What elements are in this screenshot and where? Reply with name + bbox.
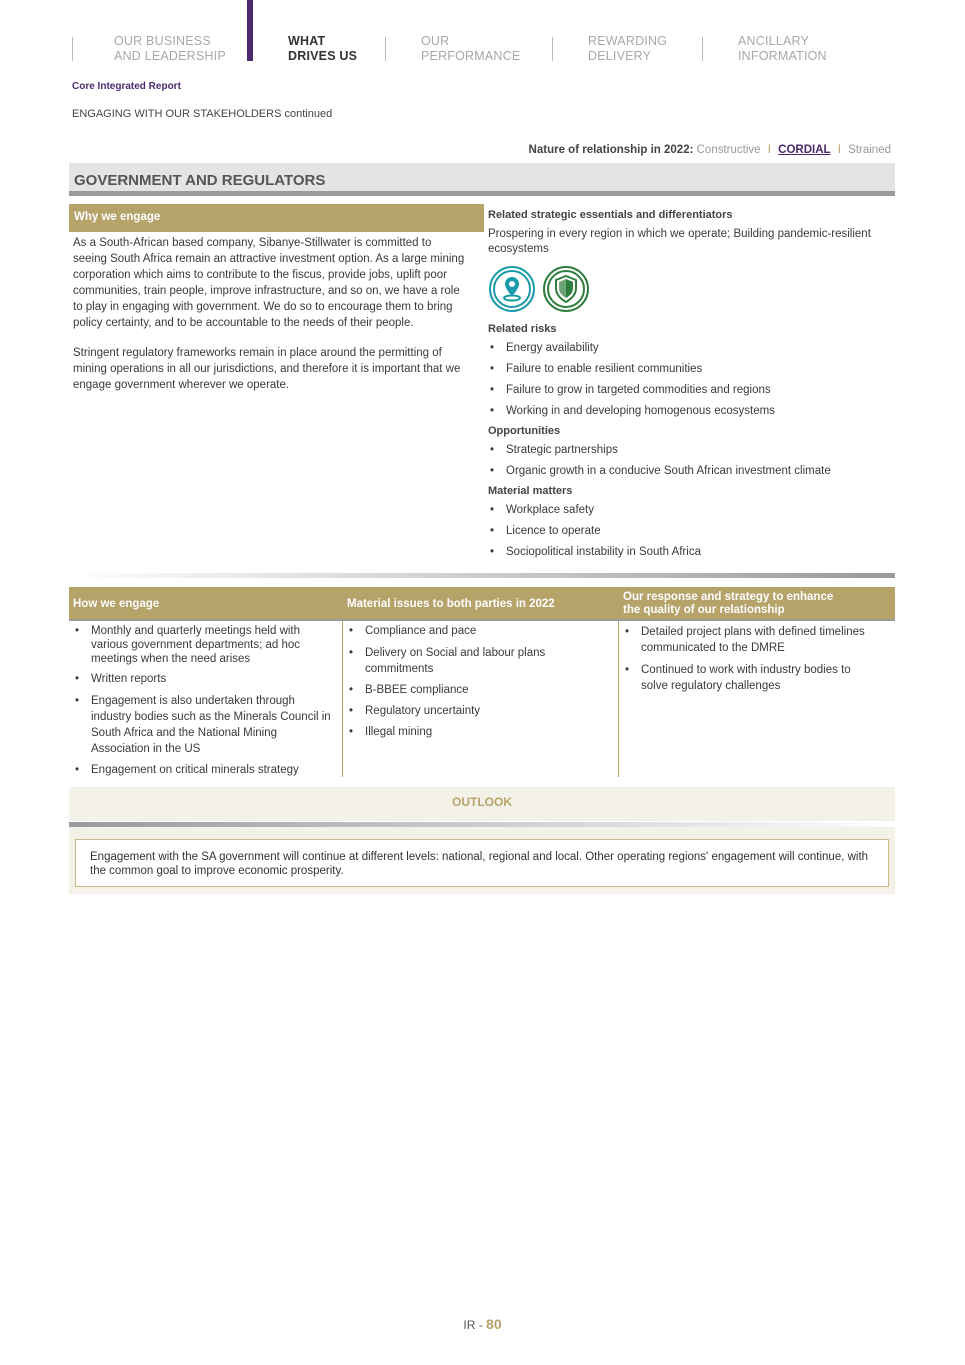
list-item: • Failure to grow in targeted commodities and regions bbox=[488, 383, 888, 398]
why-engage-text bbox=[73, 235, 468, 393]
relationship-strained: Strained bbox=[848, 144, 891, 156]
list-item: • Workplace safety bbox=[488, 503, 888, 518]
nav-divider bbox=[385, 37, 386, 61]
nav-divider bbox=[702, 37, 703, 61]
list-item: • Engagement on critical minerals strategy bbox=[73, 763, 338, 778]
nav-label: DELIVERY bbox=[588, 49, 652, 63]
column-header: How we engage bbox=[73, 598, 160, 610]
separator: I bbox=[767, 144, 771, 156]
nav-label: OUR bbox=[421, 34, 450, 48]
paragraph: Stringent regulatory frameworks remain in place around the permitting of mining operations in all our jurisdictions, and therefore it is important that we engage government wherever we operate. bbox=[73, 347, 461, 391]
list-item: • Detailed project plans with defined timelines communicated to the DMRE bbox=[623, 624, 891, 656]
list-item: • Illegal mining bbox=[347, 725, 612, 740]
material-issues-list bbox=[347, 624, 612, 746]
outlook-heading: OUTLOOK bbox=[69, 787, 895, 821]
list-item: • Regulatory uncertainty bbox=[347, 704, 612, 719]
opportunities-list bbox=[488, 443, 888, 479]
separator: I bbox=[837, 144, 841, 156]
paragraph: As a South-African based company, Sibanye-Stillwater is committed to seeing South Africa remain an attractive investment option. As a large mining corporation which aims to contribute to the fiscus, provide jobs, uplift poor communities, train people, improve infrastructure, and so on, we have a role to play in engaging with government. We do so to encourage them to bring policy certainty, and to be accountable to the needs of their people. bbox=[73, 237, 465, 329]
page-prefix: IR - bbox=[463, 1318, 483, 1332]
related-panel bbox=[488, 209, 888, 566]
list-item: • Organic growth in a conducive South African investment climate bbox=[488, 464, 888, 479]
nav-label: DRIVES US bbox=[288, 49, 358, 63]
nav-divider bbox=[72, 37, 73, 61]
material-matters-heading: Material matters bbox=[488, 485, 573, 497]
how-we-engage-list bbox=[73, 624, 338, 784]
relationship-indicator bbox=[529, 144, 891, 156]
list-item: • Monthly and quarterly meetings held with various government departments; ad hoc meetings when the need arises bbox=[73, 624, 338, 666]
column-divider bbox=[618, 621, 619, 777]
nav-label: INFORMATION bbox=[738, 49, 827, 63]
divider bbox=[69, 573, 895, 578]
page-number-value: 80 bbox=[486, 1316, 502, 1332]
stakeholder-title: GOVERNMENT AND REGULATORS bbox=[69, 163, 895, 196]
related-text: Prospering in every region in which we operate; Building pandemic-resilient ecosystems bbox=[488, 228, 871, 255]
column-header: Our response and strategy to enhance the quality of our relationship bbox=[623, 591, 834, 616]
nav-label: ANCILLARY bbox=[738, 34, 810, 48]
section-title: ENGAGING WITH OUR STAKEHOLDERS continued bbox=[72, 108, 333, 120]
nav-rewarding-delivery[interactable] bbox=[588, 34, 667, 64]
nav-label: AND LEADERSHIP bbox=[114, 49, 226, 63]
nav-label: OUR BUSINESS bbox=[114, 34, 211, 48]
nav-ancillary-information[interactable] bbox=[738, 34, 827, 64]
location-pin-icon bbox=[488, 265, 536, 313]
opportunities-heading: Opportunities bbox=[488, 425, 561, 437]
column-divider bbox=[342, 621, 343, 777]
material-matters-list bbox=[488, 503, 888, 560]
relationship-constructive: Constructive bbox=[696, 144, 761, 156]
nav-divider bbox=[552, 37, 553, 61]
nav-label: PERFORMANCE bbox=[421, 49, 521, 63]
active-nav-marker bbox=[247, 0, 253, 61]
list-item: • Strategic partnerships bbox=[488, 443, 888, 458]
list-item: • Written reports bbox=[73, 672, 338, 687]
list-item: • Licence to operate bbox=[488, 524, 888, 539]
list-item: • Continued to work with industry bodies to solve regulatory challenges bbox=[623, 662, 863, 694]
report-label: Core Integrated Report bbox=[72, 81, 181, 92]
relationship-label: Nature of relationship in 2022: bbox=[528, 144, 694, 156]
response-list bbox=[623, 624, 891, 700]
list-item: • B-BBEE compliance bbox=[347, 683, 612, 698]
list-item: • Sociopolitical instability in South Africa bbox=[488, 545, 888, 560]
relationship-cordial: CORDIAL bbox=[778, 144, 831, 156]
nav-our-performance[interactable] bbox=[421, 34, 520, 64]
risks-heading: Related risks bbox=[488, 323, 557, 335]
list-item: • Working in and developing homogenous ecosystems bbox=[488, 404, 888, 419]
page-number bbox=[0, 1316, 965, 1332]
nav-our-business[interactable] bbox=[114, 34, 226, 64]
nav-label: REWARDING bbox=[588, 34, 668, 48]
list-item: • Delivery on Social and labour plans commitments bbox=[347, 645, 567, 677]
list-item: • Failure to enable resilient communities bbox=[488, 362, 888, 377]
outlook-text: Engagement with the SA government will continue at different levels: national, regional and local. Other operating regions' engagement will continue, with the common goal to improve economic prosperity. bbox=[75, 839, 889, 887]
shield-icon bbox=[542, 265, 590, 313]
why-engage-heading: Why we engage bbox=[69, 204, 484, 232]
outlook-panel bbox=[69, 827, 895, 894]
list-item: • Compliance and pace bbox=[347, 624, 612, 639]
nav-label: WHAT bbox=[288, 34, 326, 48]
related-heading: Related strategic essentials and differentiators bbox=[488, 209, 733, 221]
table-header bbox=[69, 587, 895, 621]
list-item: • Engagement is also undertaken through industry bodies such as the Minerals Council in South Africa and the National Mining Association in the US bbox=[73, 693, 338, 757]
risks-list bbox=[488, 341, 888, 419]
column-header: Material issues to both parties in 2022 bbox=[347, 598, 555, 610]
list-item: • Energy availability bbox=[488, 341, 888, 356]
nav-what-drives-us[interactable] bbox=[288, 34, 357, 64]
